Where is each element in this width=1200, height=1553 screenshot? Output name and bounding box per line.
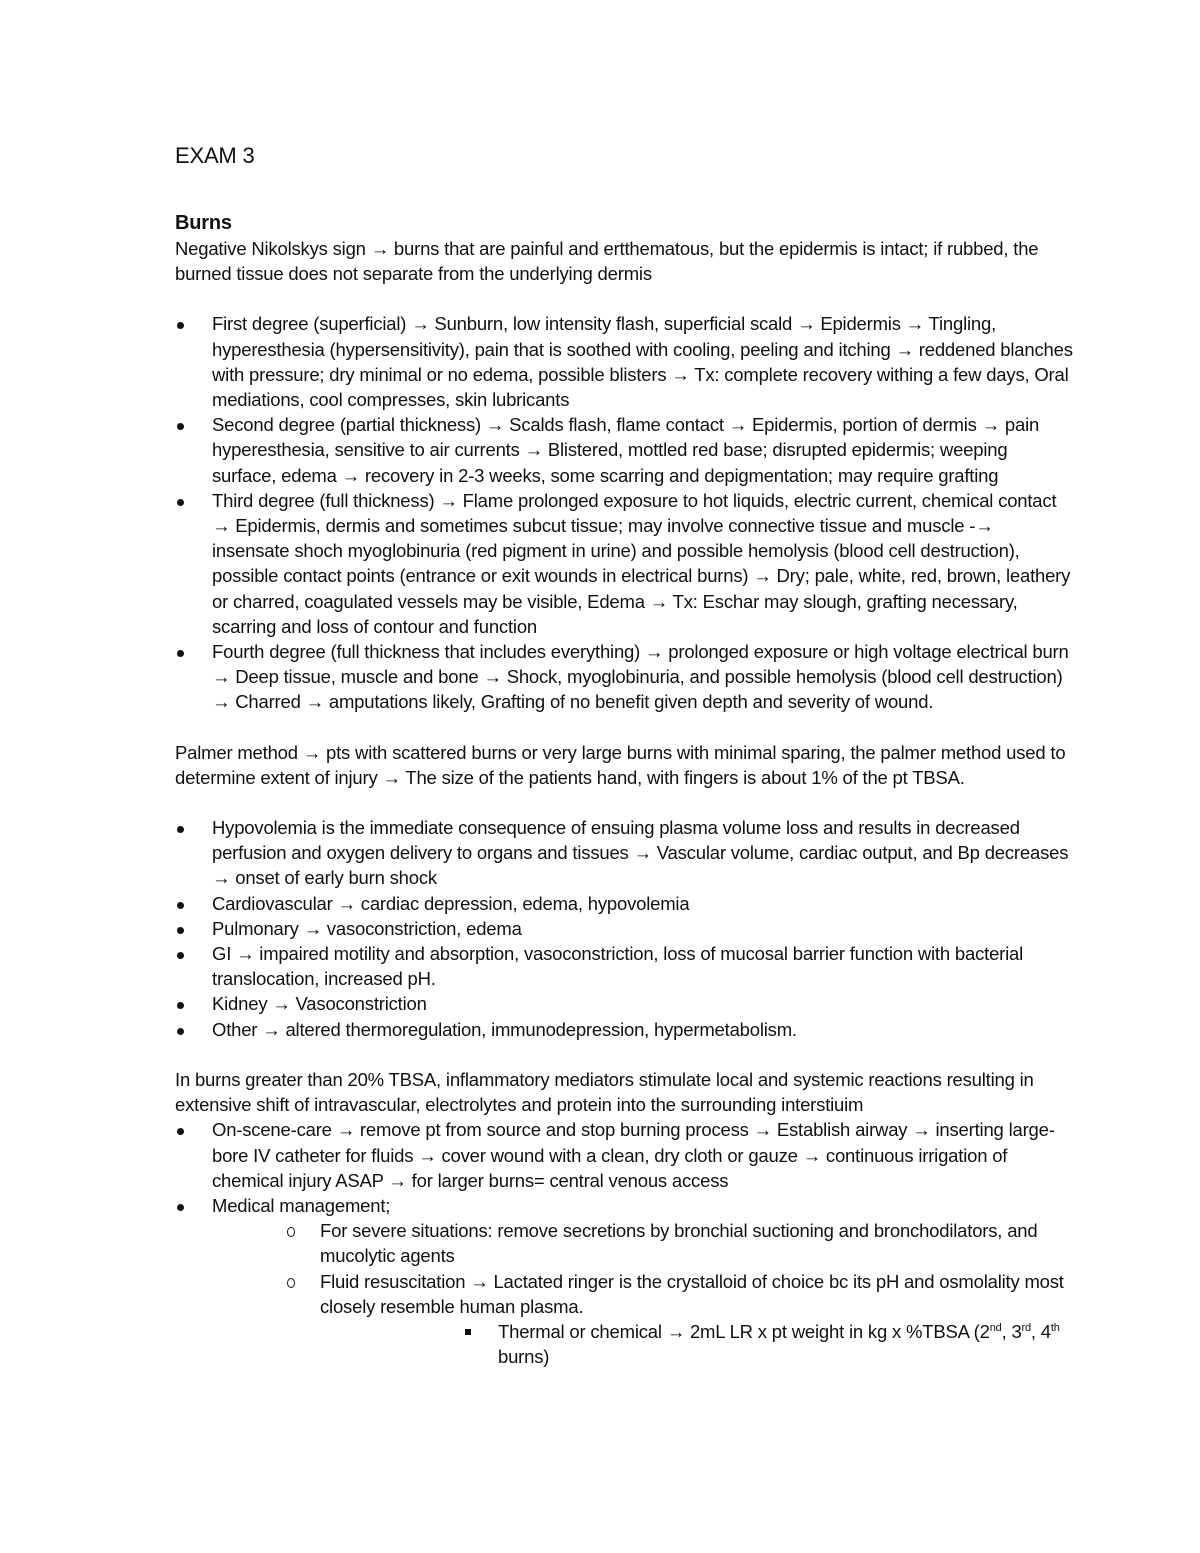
circle-bullet-icon (287, 1278, 295, 1288)
list-item: Medical management; For severe situations: remove secretions by bronchial suctioning and bronchodilators, and mucolytic agents Fluid resuscitation → Lactated ringer is the crystalloid of choice bc its pH and osmolality most closely resemble human plasma. Thermal or chemical → 2mL LR x pt weight in kg x %TBSA (2nd, 3rd, 4th burns) (175, 1193, 1075, 1369)
bullet-icon (177, 499, 184, 506)
circle-bullet-icon (287, 1227, 295, 1237)
list-item: For severe situations: remove secretions by bronchial suctioning and bronchodilators, and mucolytic agents (212, 1218, 1075, 1268)
list-item: Fourth degree (full thickness that includes everything) → prolonged exposure or high voltage electrical burn → Deep tissue, muscle and bone → Shock, myoglobinuria, and possible hemolysis (blood cell destruction) → Charred → amputations likely, Grafting of no benefit given depth and severity of wound. (175, 639, 1075, 715)
list-item: Fluid resuscitation → Lactated ringer is the crystalloid of choice bc its pH and osmolality most closely resemble human plasma. Thermal or chemical → 2mL LR x pt weight in kg x %TBSA (2nd, 3rd, 4th burns) (212, 1269, 1075, 1370)
bullet-icon (177, 927, 184, 934)
systemic-effects-list (175, 815, 1075, 1042)
bullet-icon (177, 1204, 184, 1211)
list-item: GI → impaired motility and absorption, vasoconstriction, loss of mucosal barrier function with bacterial translocation, increased pH. (175, 941, 1075, 991)
bullet-icon (177, 1002, 184, 1009)
tbsa-paragraph: In burns greater than 20% TBSA, inflammatory mediators stimulate local and systemic reactions resulting in extensive shift of intravascular, electrolytes and protein into the surrounding interstiuim (175, 1068, 1034, 1116)
list-item: Thermal or chemical → 2mL LR x pt weight in kg x %TBSA (2nd, 3rd, 4th burns) (320, 1319, 1075, 1369)
bullet-icon (177, 423, 184, 430)
care-list (175, 1117, 1075, 1369)
document-title: EXAM 3 (175, 143, 255, 168)
palmer-method-paragraph: Palmer method → pts with scattered burns or very large burns with minimal sparing, the palmer method used to determine extent of injury → The size of the patients hand, with fingers is about 1% of the pt TBSA. (175, 741, 1066, 788)
bullet-icon (177, 1028, 184, 1035)
bullet-icon (177, 322, 184, 329)
bullet-icon (177, 650, 184, 657)
bullet-icon (177, 826, 184, 833)
list-item: Cardiovascular → cardiac depression, edema, hypovolemia (175, 891, 1075, 916)
medical-management-sublist (212, 1218, 1075, 1369)
fluid-formula-sublist (320, 1319, 1075, 1369)
burn-degree-list (175, 311, 1075, 714)
section-heading-burns: Burns (175, 212, 232, 234)
list-item: Hypovolemia is the immediate consequence of ensuing plasma volume loss and results in decreased perfusion and oxygen delivery to organs and tissues → Vascular volume, cardiac output, and Bp decreases → onset of early burn shock (175, 815, 1075, 891)
list-item: Kidney → Vasoconstriction (175, 991, 1075, 1016)
square-bullet-icon (465, 1329, 471, 1335)
bullet-icon (177, 952, 184, 959)
list-item: Pulmonary → vasoconstriction, edema (175, 916, 1075, 941)
bullet-icon (177, 902, 184, 909)
list-item: Third degree (full thickness) → Flame prolonged exposure to hot liquids, electric current, chemical contact → Epidermis, dermis and sometimes subcut tissue; may involve connective tissue and muscle -→ insensate shoch myoglobinuria (red pigment in urine) and possible hemolysis (blood cell destruction), possible contact points (entrance or exit wounds in electrical burns) → Dry; pale, white, red, brown, leathery or charred, coagulated vessels may be visible, Edema → Tx: Eschar may slough, grafting necessary, scarring and loss of contour and function (175, 488, 1075, 639)
list-item: On-scene-care → remove pt from source and stop burning process → Establish airway → inserting large-bore IV catheter for fluids → cover wound with a clean, dry cloth or gauze → continuous irrigation of chemical injury ASAP → for larger burns= central venous access (175, 1117, 1075, 1193)
document-page (175, 142, 1075, 1369)
list-item: Other → altered thermoregulation, immunodepression, hypermetabolism. (175, 1017, 1075, 1042)
bullet-icon (177, 1128, 184, 1135)
intro-paragraph: Negative Nikolskys sign → burns that are painful and ertthematous, but the epidermis is intact; if rubbed, the burned tissue does not separate from the underlying dermis (175, 238, 1039, 285)
list-item: First degree (superficial) → Sunburn, low intensity flash, superficial scald → Epidermis → Tingling, hyperesthesia (hypersensitivity), pain that is soothed with cooling, peeling and itching → reddened blanches with pressure; dry minimal or no edema, possible blisters → Tx: complete recovery withing a few days, Oral mediations, cool compresses, skin lubricants (175, 311, 1075, 412)
list-item: Second degree (partial thickness) → Scalds flash, flame contact → Epidermis, portion of dermis → pain hyperesthesia, sensitive to air currents → Blistered, mottled red base; disrupted epidermis; weeping surface, edema → recovery in 2-3 weeks, some scarring and depigmentation; may require grafting (175, 412, 1075, 488)
